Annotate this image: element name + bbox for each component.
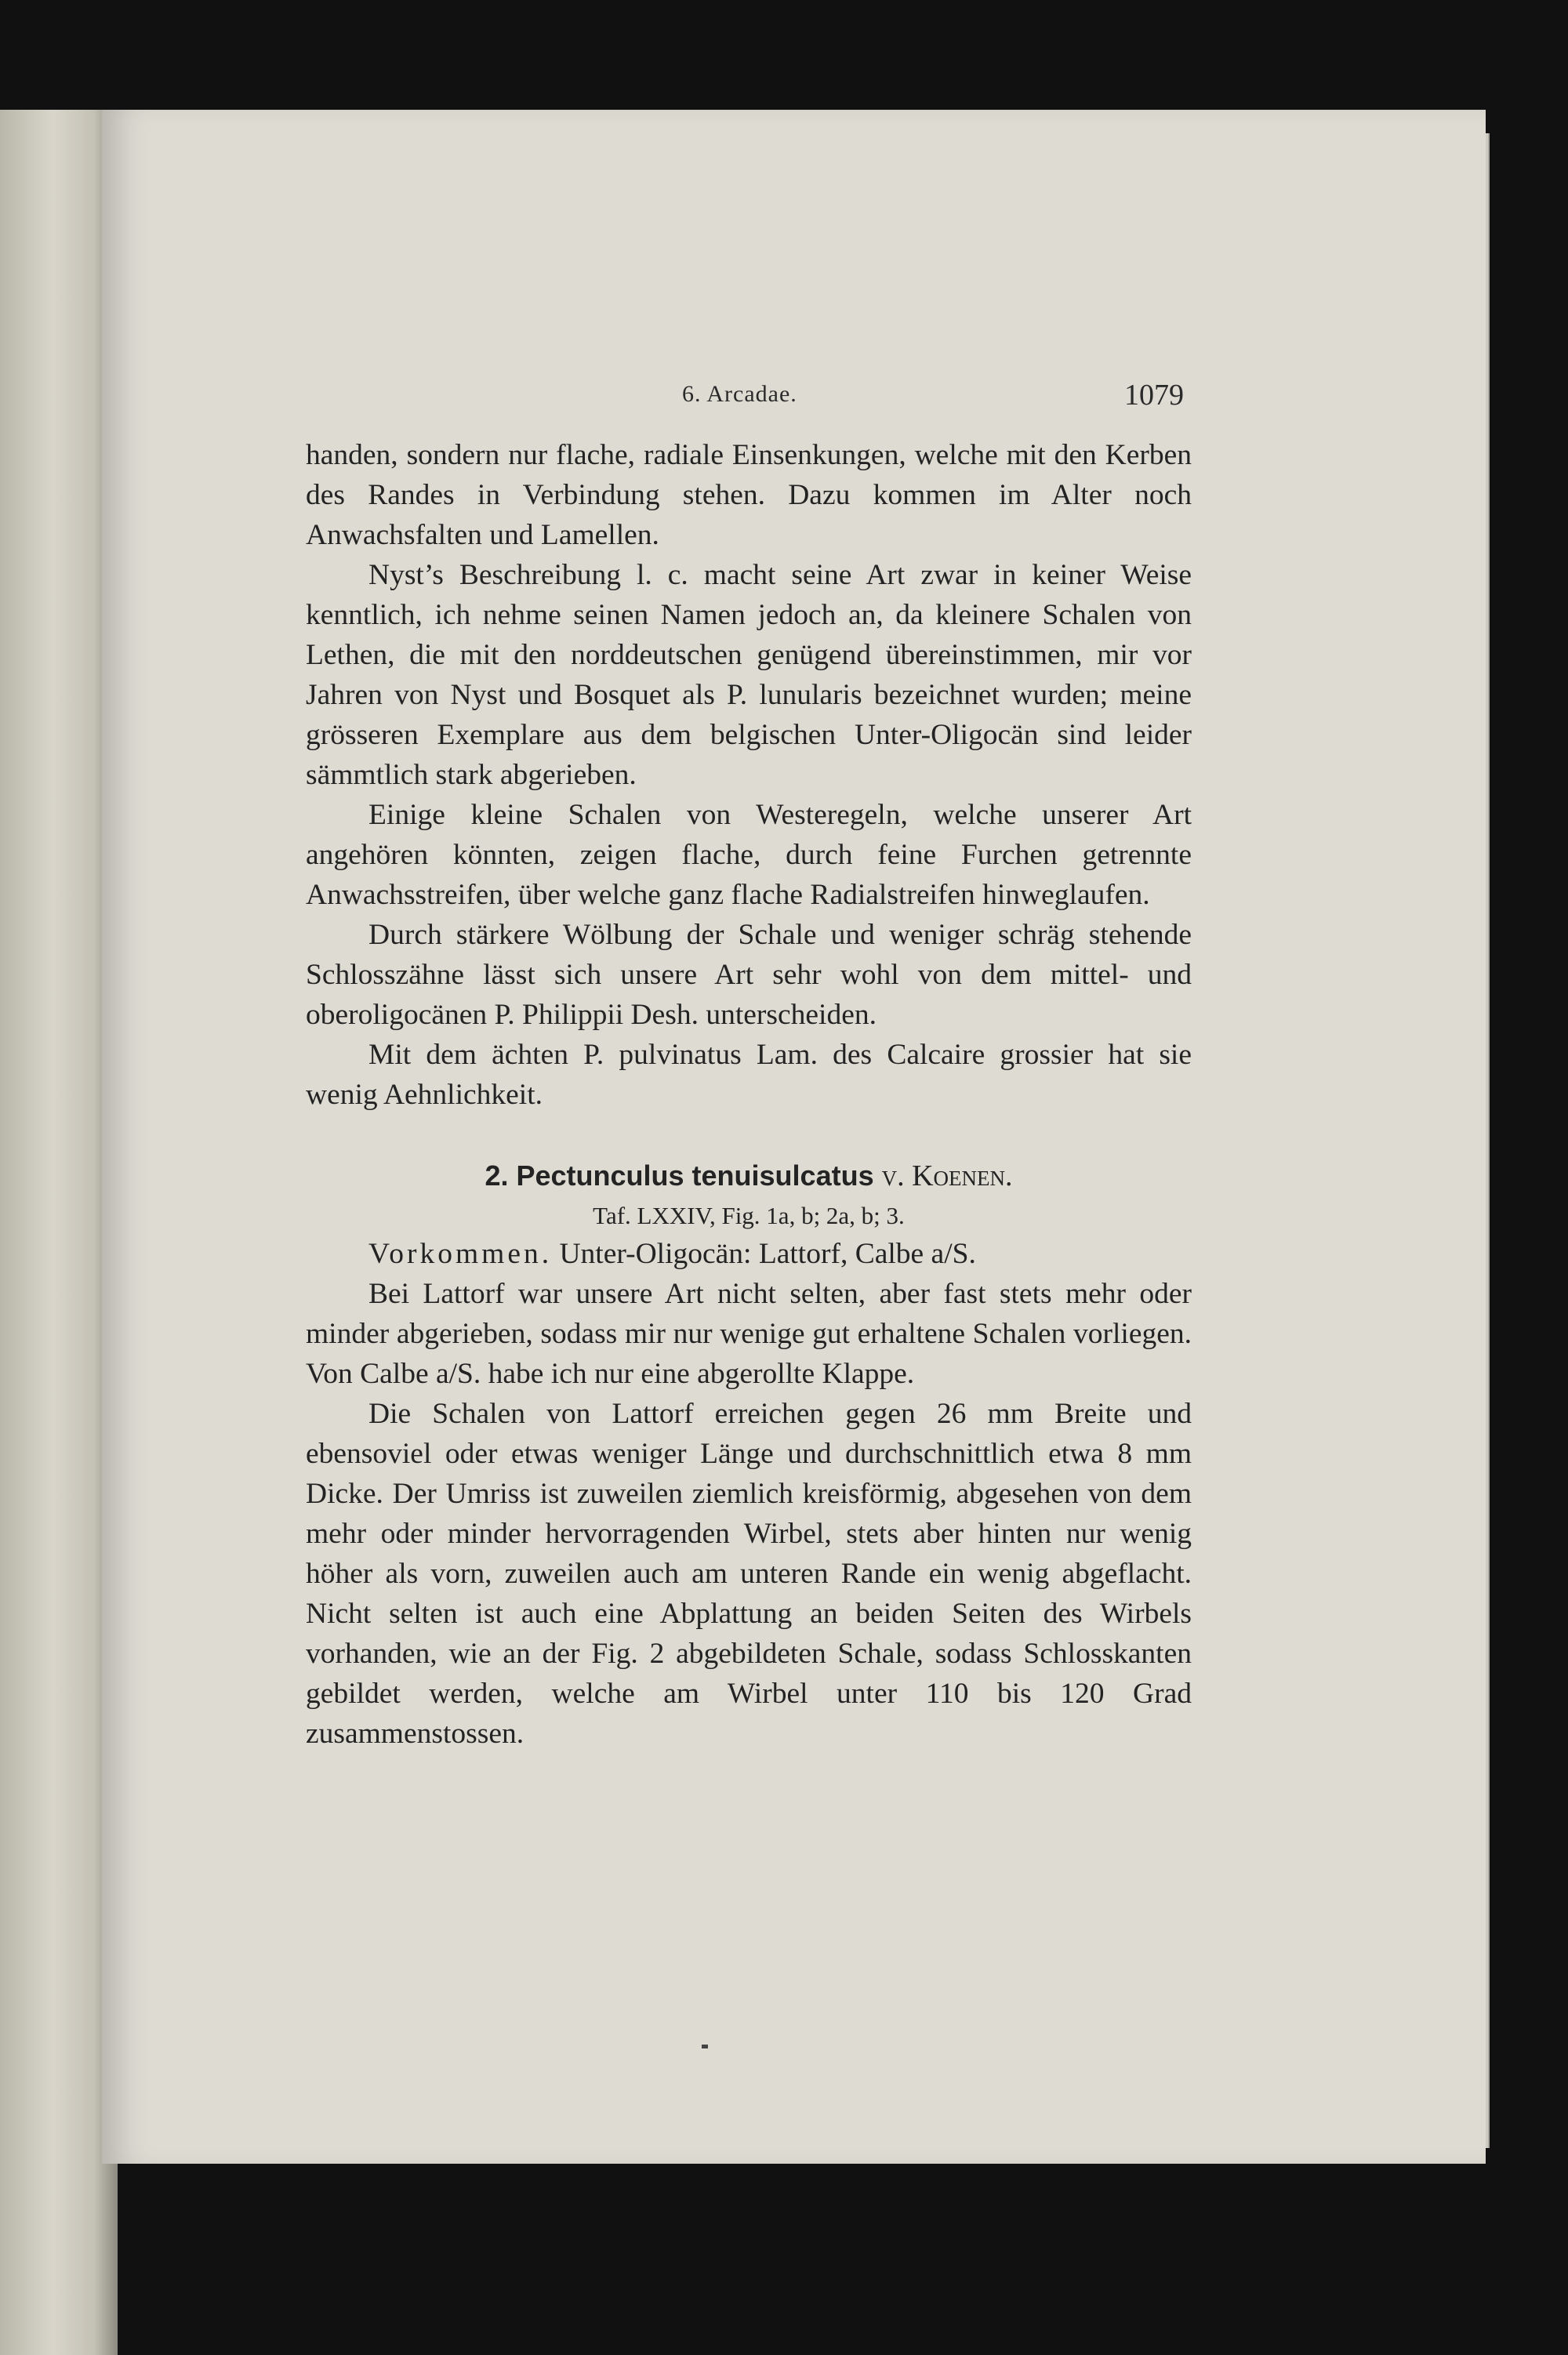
- text-column: [306, 435, 1192, 1754]
- paragraph: handen, sondern nur flache, radiale Einsenkungen, welche mit den Kerben des Randes in Verbindung stehen. Dazu kommen im Alter noch Anwachsfalten und Lamellen.: [306, 439, 1192, 551]
- printer-mark: [702, 2045, 708, 2048]
- occurrence-line: [306, 1234, 1192, 1274]
- paragraph: Einige kleine Schalen von Westeregeln, welche unserer Art angehören könnten, zeigen flache, durch feine Furchen getrennte Anwachsstreifen, über welche ganz flache Radialstreifen hinweglaufen.: [306, 799, 1192, 911]
- plate-reference: Taf. LXXIV, Fig. 1a, b; 2a, b; 3.: [593, 1202, 905, 1229]
- occurrence-label: Vorkommen.: [368, 1238, 553, 1270]
- paragraph: Nyst’s Beschreibung l. c. macht seine Art zwar in keiner Weise kenntlich, ich nehme seinen Namen jedoch an, da kleinere Schalen von Lethen, die mit den norddeutschen genügend übereinstimmen, mir vor Jahren von Nyst und Bosquet als P. lunularis bezeichnet wurden; meine grösseren Exemplare aus dem belgischen Unter-Oligocän sind leider sämmtlich stark abgerieben.: [306, 559, 1192, 791]
- paragraph: Mit dem ächten P. pulvinatus Lam. des Calcaire grossier hat sie wenig Aehnlichkeit.: [306, 1039, 1192, 1111]
- species-heading: [306, 1154, 1192, 1198]
- species-author: v. Koenen.: [881, 1159, 1013, 1192]
- species-name: 2. Pectunculus tenuisulcatus: [485, 1159, 874, 1192]
- chapter-title: 6. Arcadae.: [682, 381, 797, 407]
- paragraph: Durch stärkere Wölbung der Schale und weniger schräg stehende Schlosszähne lässt sich unsere Art sehr wohl von dem mittel- und oberoligocänen P. Philippii Desh. unterscheiden.: [306, 919, 1192, 1031]
- occurrence-text: Unter-Oligocän: Lattorf, Calbe a/S.: [559, 1238, 976, 1270]
- running-head: [682, 381, 1184, 420]
- paragraph: Die Schalen von Lattorf erreichen gegen 26 mm Breite und ebensoviel oder etwas weniger Länge und durchschnittlich etwa 8 mm Dicke. Der Umriss ist zuweilen ziemlich kreisförmig, abgesehen von dem mehr oder minder hervorragenden Wirbel, stets aber hinten nur wenig höher als vorn, zuweilen auch am unteren Rande ein wenig abgeflacht. Nicht selten ist auch eine Abplattung an beiden Seiten des Wirbels vorhanden, wie an der Fig. 2 abgebildeten Schale, sodass Schlosskanten gebildet werden, welche am Wirbel unter 110 bis 120 Grad zusammenstossen.: [306, 1398, 1192, 1750]
- facing-page-edge: [0, 110, 118, 2355]
- page-number: 1079: [1124, 379, 1184, 412]
- paragraph: Bei Lattorf war unsere Art nicht selten, aber fast stets mehr oder minder abgerieben, sodass mir nur wenige gut erhaltene Schalen vorliegen. Von Calbe a/S. habe ich nur eine abgerollte Klappe.: [306, 1278, 1192, 1390]
